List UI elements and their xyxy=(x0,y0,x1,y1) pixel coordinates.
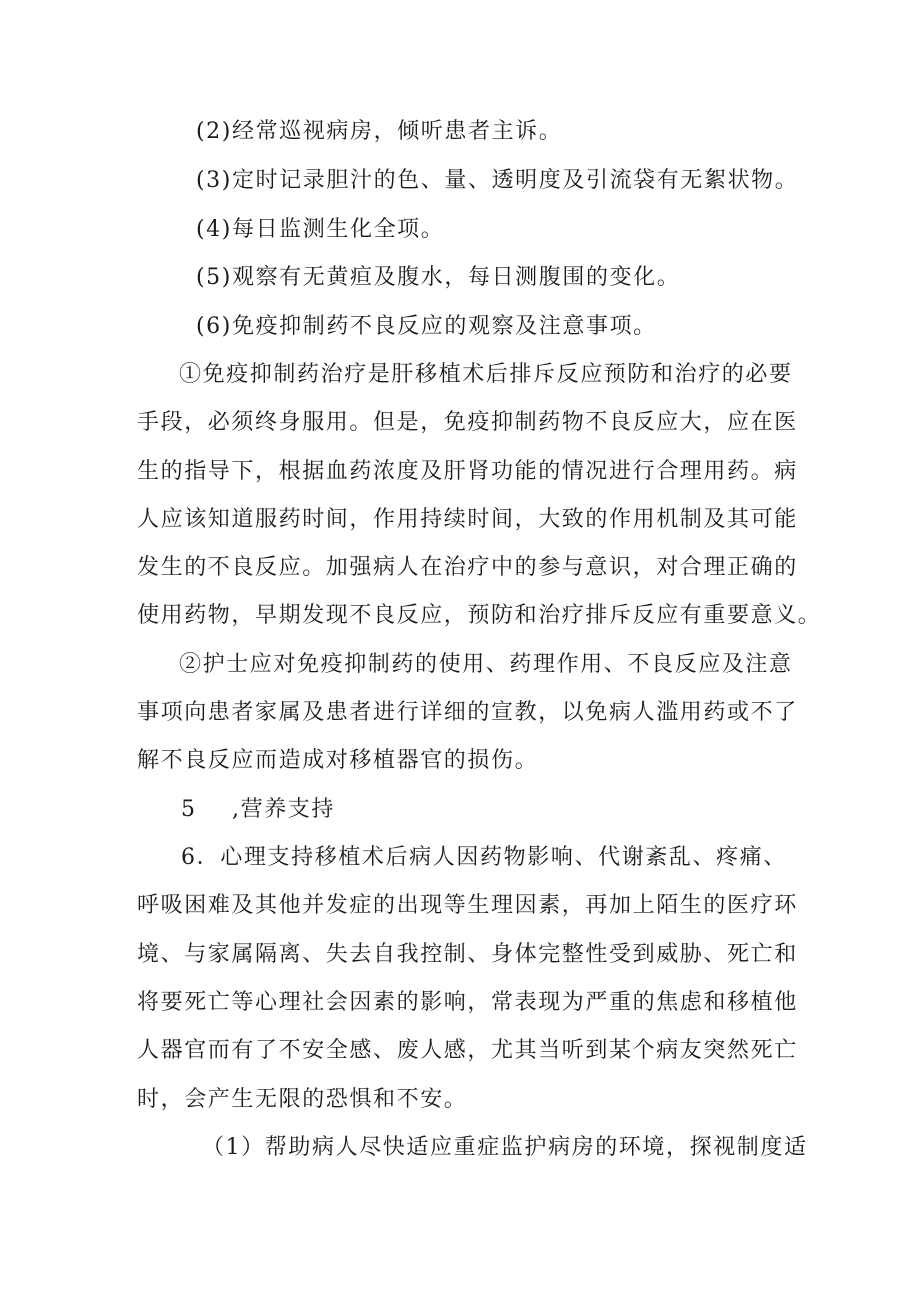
item-2: (2)经常巡视病房，倾听患者主诉。 xyxy=(196,119,563,144)
para3-line-4: 将要死亡等心理社会因素的影响，常表现为严重的焦虑和移植他 xyxy=(137,990,798,1015)
para3-line-5: 人器官而有了不安全感、废人感，尤其当听到某个病友突然死亡 xyxy=(137,1038,798,1063)
para1-line-2: 手段，必须终身服用。但是，免疫抑制药物不良反应大，应在医 xyxy=(137,410,798,435)
para1-line-4: 人应该知道服药时间，作用持续时间，大致的作用机制及其可能 xyxy=(137,507,798,532)
para1-line-6: 使用药物，早期发现不良反应，预防和治疗排斥反应有重要意义。 xyxy=(137,603,822,628)
para3-line-6: 时，会产生无限的恐惧和不安。 xyxy=(137,1087,468,1112)
para2-line-1: ②护士应对免疫抑制药的使用、药理作用、不良反应及注意 xyxy=(179,652,793,677)
item-6: (6)免疫抑制药不良反应的观察及注意事项。 xyxy=(196,314,657,339)
item-5: (5)观察有无黄疸及腹水，每日测腹围的变化。 xyxy=(196,265,681,290)
para1-line-5: 发生的不良反应。加强病人在治疗中的参与意识，对合理正确的 xyxy=(137,555,798,580)
section-5-number: 5 xyxy=(181,797,197,822)
para3-line-1: 6．心理支持移植术后病人因药物影响、代谢紊乱、疼痛、 xyxy=(181,845,787,870)
para2-line-3: 解不良反应而造成对移植器官的损伤。 xyxy=(137,748,539,773)
para3-line-3: 境、与家属隔离、失去自我控制、身体完整性受到威胁、死亡和 xyxy=(137,942,798,967)
para1-line-3: 生的指导下，根据血药浓度及肝肾功能的情况进行合理用药。病 xyxy=(137,459,798,484)
para4-line-1: （1）帮助病人尽快适应重症监护病房的环境，探视制度适 xyxy=(202,1135,808,1160)
section-5-title: ,营养支持 xyxy=(232,797,335,822)
para3-line-2: 呼吸困难及其他并发症的出现等生理因素，再加上陌生的医疗环 xyxy=(137,893,798,918)
item-4: (4)每日监测生化全项。 xyxy=(196,217,445,242)
para1-line-1: ①免疫抑制药治疗是肝移植术后排斥反应预防和治疗的必要 xyxy=(179,362,793,387)
item-3: (3)定时记录胆汁的色、量、透明度及引流袋有无絮状物。 xyxy=(196,168,799,193)
para2-line-2: 事项向患者家属及患者进行详细的宣教，以免病人滥用药或不了 xyxy=(137,700,798,725)
